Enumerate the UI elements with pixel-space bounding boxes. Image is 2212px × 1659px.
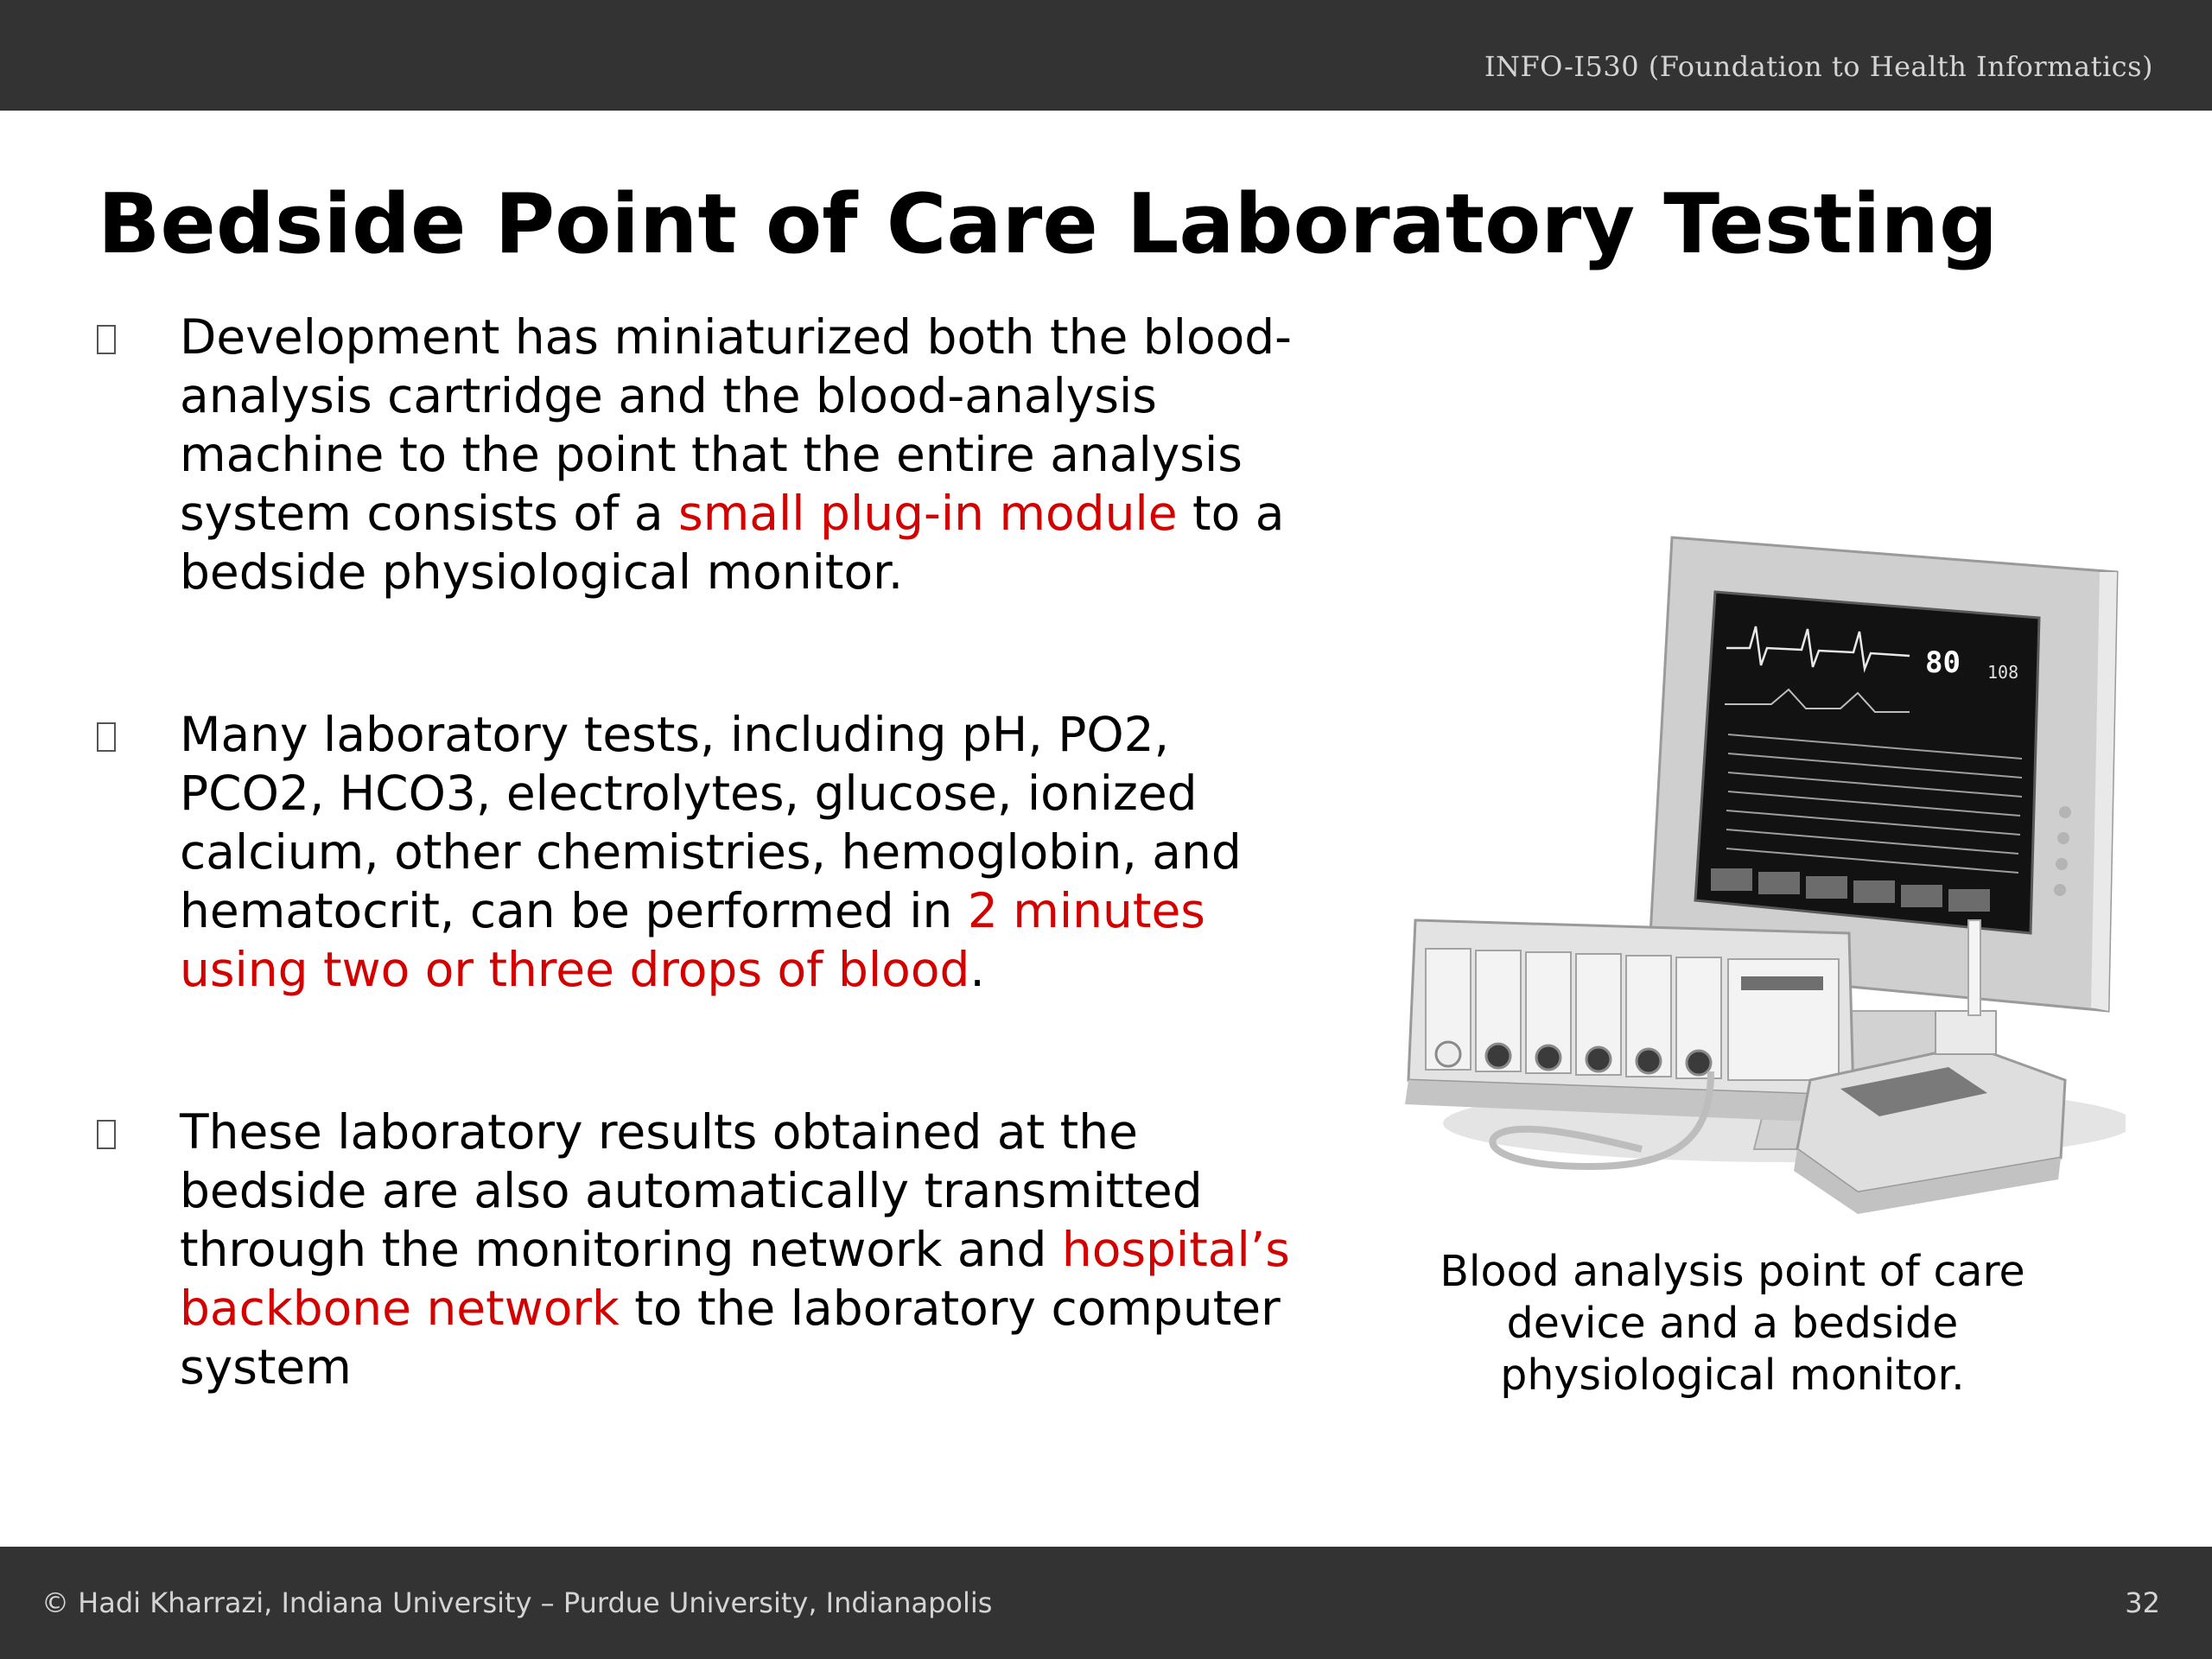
blood-cartridge: [1936, 1011, 1996, 1054]
bullet-text-segment: Many laboratory tests, including pH, PO2, PCO2, HCO3, electrolytes, glucose, ionized calcium, other chemistries, hemoglobin, and hematocrit, can be performed in: [180, 707, 1242, 938]
copyright-text: © Hadi Kharrazi, Indiana University – Purdue University, Indianapolis: [41, 1586, 993, 1619]
bullet-marker-icon: [97, 325, 116, 354]
heart-rate-readout: 80: [1925, 645, 1961, 680]
bullet-text: [180, 705, 1313, 999]
bullet-text-segment: These laboratory results obtained at the bedside are also automatically transmitted through the monitoring network and: [180, 1104, 1203, 1277]
pressure-readout: 108: [1987, 662, 2019, 683]
device-illustration: [1305, 527, 2126, 1218]
page-number: 32: [2125, 1586, 2160, 1619]
course-label: INFO-I530 (Foundation to Health Informatics): [1484, 50, 2153, 83]
bullet-item: [86, 705, 1313, 999]
figure-caption: Blood analysis point of care device and a bedside physiological monitor.: [1440, 1247, 2025, 1400]
device-photo: [1305, 527, 2126, 1218]
bullet-text-segment: Development has miniaturized both the blood-analysis cartridge and the blood-analysis machine to the point that the entire analysis system consists of a: [180, 309, 1293, 541]
bullet-text-segment: .: [969, 942, 985, 997]
highlighted-phrase: 2 minutes using two or three drops of blood: [180, 883, 1205, 997]
highlighted-phrase: small plug-in module: [678, 486, 1178, 541]
bullet-text-segment: to the laboratory computer system: [180, 1281, 1281, 1395]
bullet-list: [86, 308, 1313, 1500]
highlighted-phrase: hospital’s backbone network: [180, 1222, 1290, 1336]
bullet-item: [86, 1103, 1313, 1396]
footer-bar: [0, 1547, 2212, 1659]
bullet-text-segment: to a bedside physiological monitor.: [180, 486, 1285, 600]
bullet-text: [180, 308, 1313, 601]
bullet-item: [86, 308, 1313, 601]
bullet-marker-icon: [97, 1120, 116, 1149]
syringe: [1968, 920, 1980, 1015]
bullet-marker-icon: [97, 722, 116, 752]
header-bar: [0, 0, 2212, 111]
bullet-text: [180, 1103, 1313, 1396]
slide-title: Bedside Point of Care Laboratory Testing: [98, 177, 1999, 272]
